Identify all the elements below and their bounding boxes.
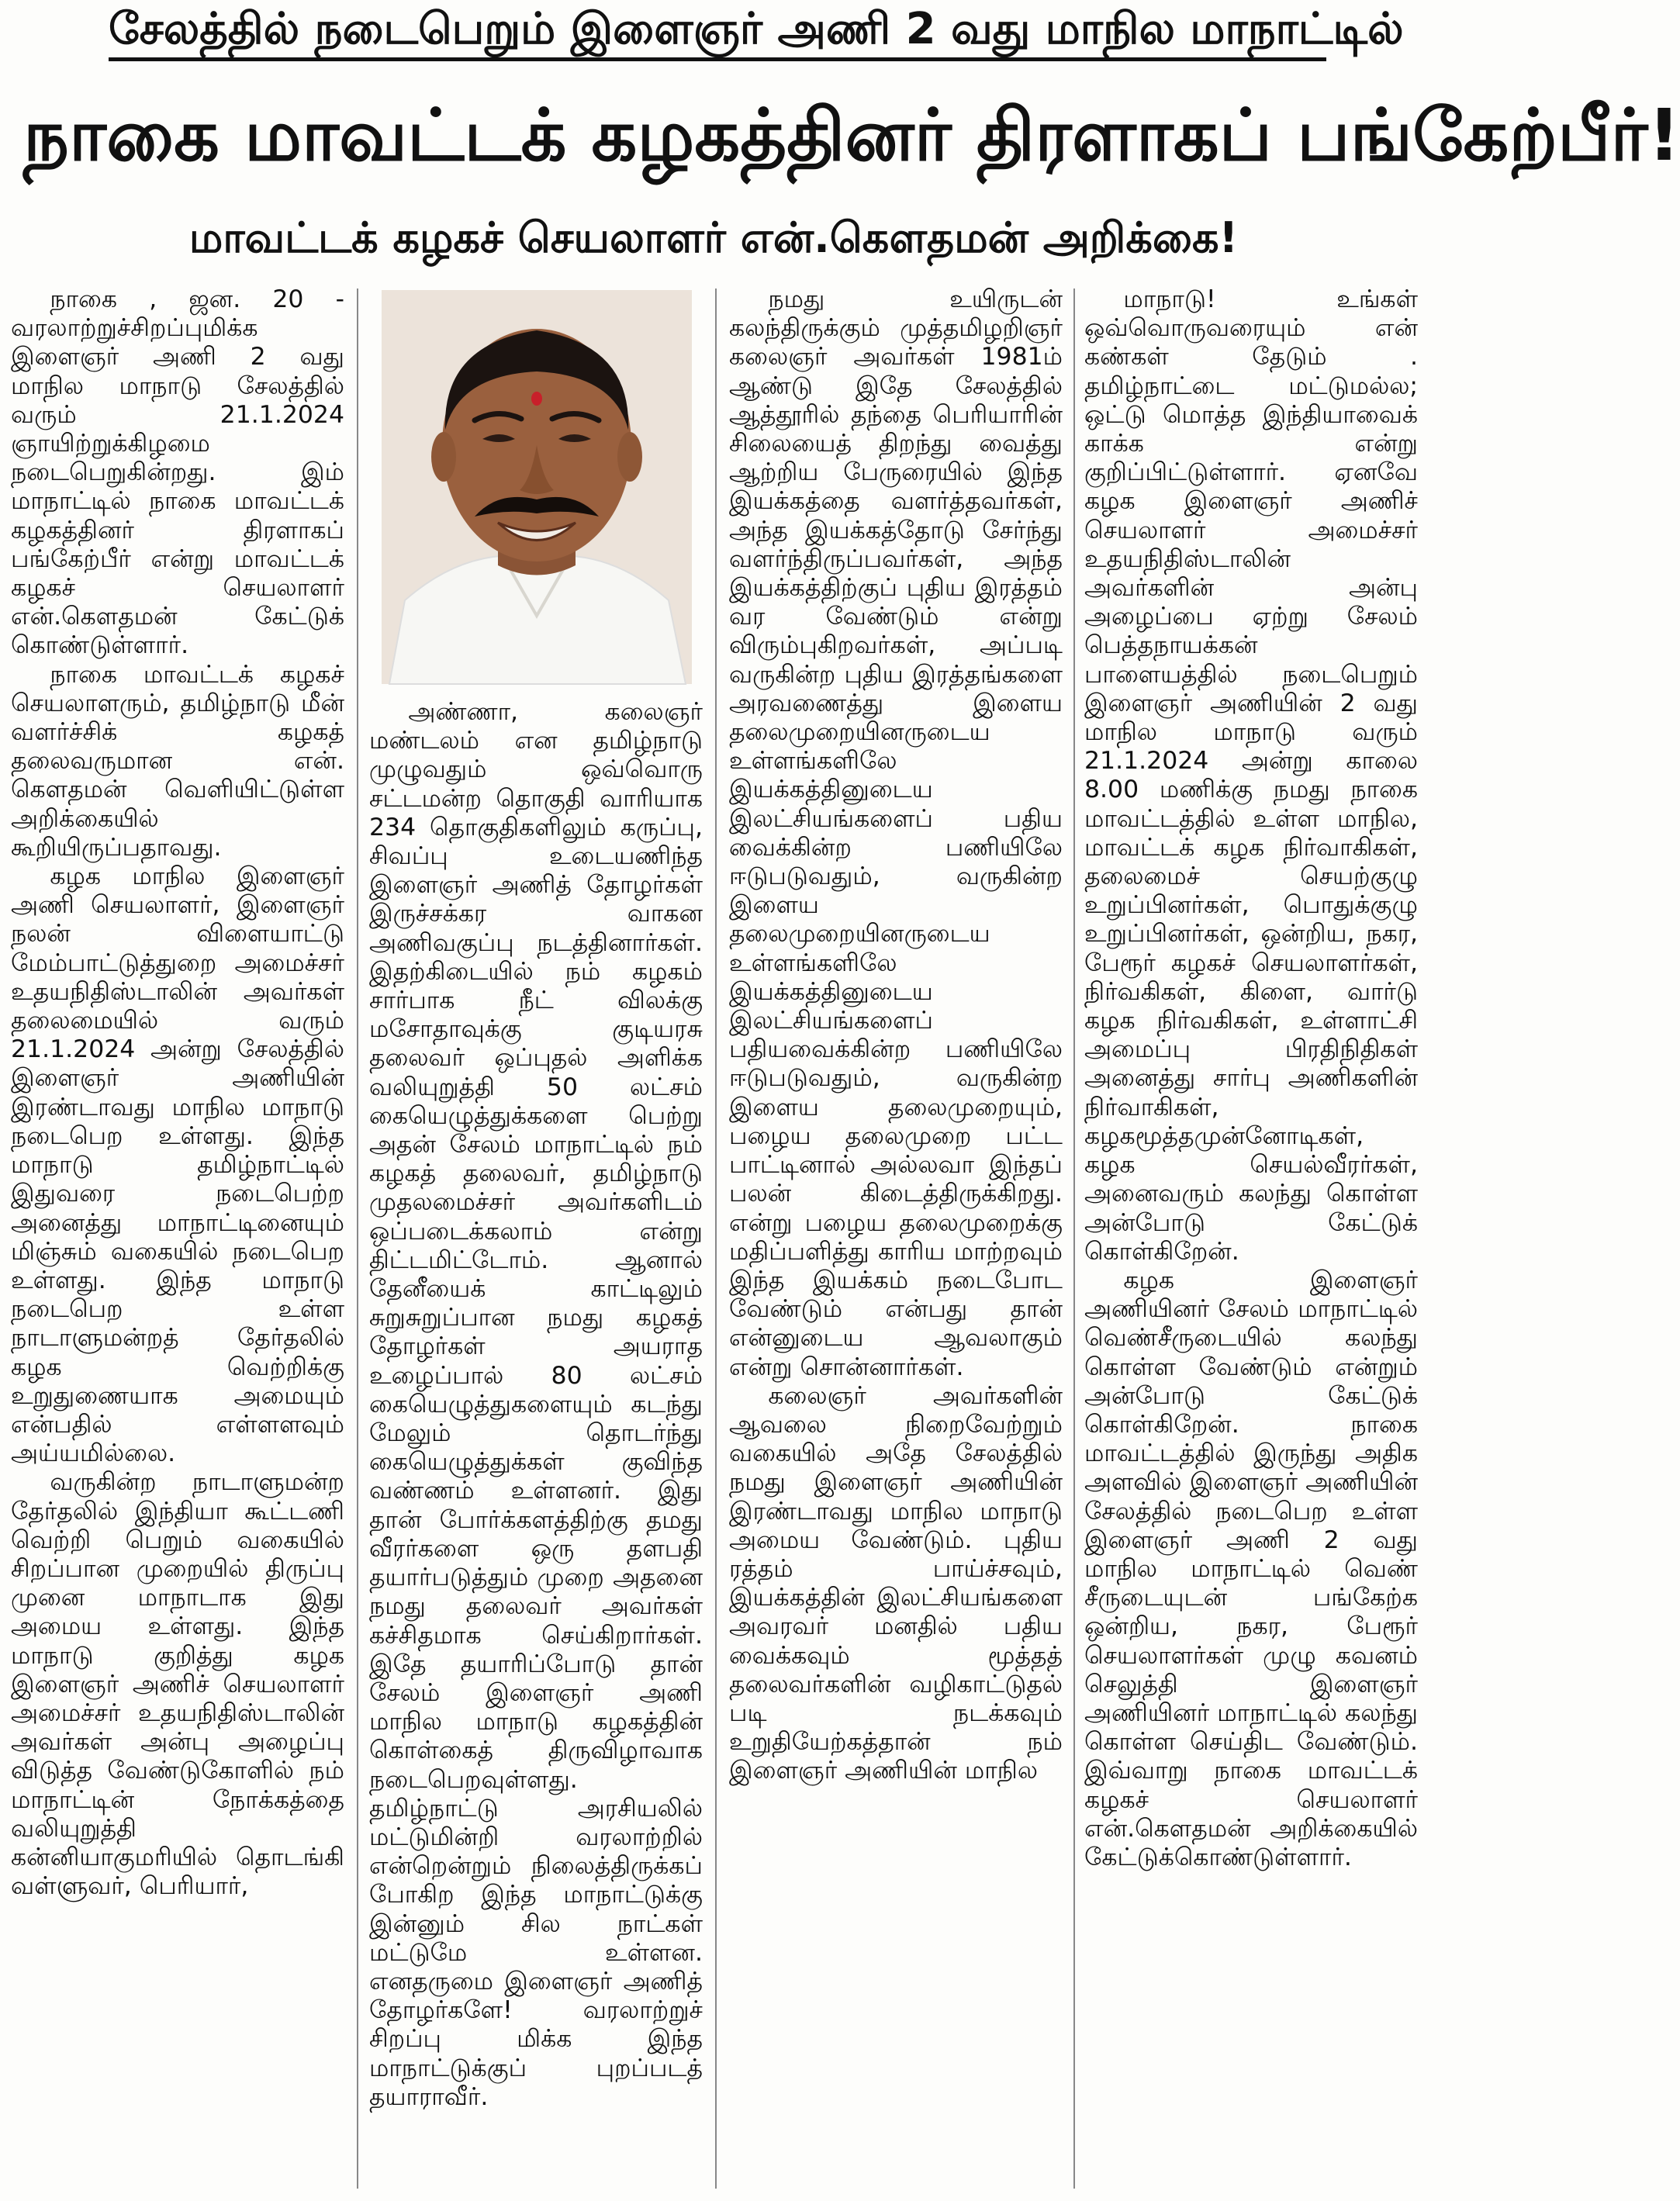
paragraph: அண்ணா, கலைஞர் மண்டலம் என தமிழ்நாடு முழுவதும் ஒவ்வொரு சட்டமன்ற தொகுதி வாரியாக 234 தொகுதிகளிலும் கருப்பு, சிவப்பு உடையணிந்த இளைஞர் அணித் தோழர்கள் இருச்சக்கர வாகன அணிவகுப்பு நடத்தினார்கள். இதற்கிடையில் நம் கழகம் சார்பாக நீட் விலக்கு மசோதாவுக்கு குடியரசு தலைவர் ஒப்புதல் அளிக்க வலியுறுத்தி 50 லட்சம் கையெழுத்துக்களை பெற்று அதன் சேலம் மாநாட்டில் நம் கழகத் தலைவர், தமிழ்நாடு முதலமைச்சர் அவர்களிடம் ஒப்படைக்கலாம் என்று திட்டமிட்டோம். ஆனால் தேனீயைக் காட்டிலும் சுறுசுறுப்பான நமது கழகத் தோழர்கள் அயராத உழைப்பால் 80 லட்சம் கையெழுத்துகளையும் கடந்து மேலும் தொடர்ந்து கையெழுத்துக்கள் குவிந்த வண்ணம் உள்ளனர். இது தான் போர்க்களத்திற்கு தமது வீரர்களை ஒரு தளபதி தயார்படுத்தும் முறை அதனை நமது தலைவர் அவர்கள் கச்சிதமாக செய்கிறார்கள். இதே தயாரிப்போடு தான் சேலம் இளைஞர் அணி மாநில மாநாடு கழகத்தின் கொள்கைத் திருவிழாவாக நடைபெறவுள்ளது. தமிழ்நாட்டு அரசியலில் மட்டுமின்றி வரலாற்றில் என்றென்றும் நிலைத்திருக்கப் போகிற இந்த மாநாட்டுக்கு இன்னும் சில நாட்கள் மட்டுமே உள்ளன. எனதருமை இளைஞர் அணித் தோழர்களே! வரலாற்றுச் சிறப்பு மிக்க இந்த மாநாட்டுக்குப் புறப்படத் தயாராவீர். [369, 698, 703, 2111]
paragraph: கலைஞர் அவர்களின் ஆவலை நிறைவேற்றும் வகையில் அதே சேலத்தில் நமது இளைஞர் அணியின் இரண்டாவது மாநில மாநாடு அமைய வேண்டும். புதிய ரத்தம் பாய்ச்சவும், இயக்கத்தின் இலட்சியங்களை அவரவர் மனதில் பதிய வைக்கவும் மூத்தத் தலைவர்களின் வழிகாட்டுதல் படி நடக்கவும் உறுதியேற்கத்தான் நம் இளைஞர் அணியின் மாநில [729, 1381, 1063, 1785]
paragraph: நாகை மாவட்டக் கழகச் செயலாளரும், தமிழ்நாடு மீன் வளர்ச்சிக் கழகத் தலைவருமான என். கௌதமன் வெளியிட்டுள்ள அறிக்கையில் கூறியிருப்பதாவது. [11, 660, 344, 862]
kicker-headline: சேலத்தில் நடைபெறும் இளைஞர் அணி 2 வது மாநில மாநாட்டில் [109, 2, 1326, 61]
portrait-illustration [382, 290, 692, 684]
paragraph: நாகை , ஜன. 20 - வரலாற்றுச்சிறப்புமிக்க இளைஞர் அணி 2 வது மாநில மாநாடு சேலத்தில் வரும் 21.1.2024 ஞாயிற்றுக்கிழமை நடைபெறுகின்றது. இம் மாநாட்டில் நாகை மாவட்டக் கழகத்தினர் திரளாகப் பங்கேற்பீர் என்று மாவட்டக் கழகச் செயலாளர் என்.கௌதமன் கேட்டுக் கொண்டுள்ளார். [11, 285, 344, 660]
paragraph: கழக மாநில இளைஞர் அணி செயலாளர், இளைஞர் நலன் விளையாட்டு மேம்பாட்டுத்துறை அமைச்சர் உதயநிதிஸ்டாலின் அவர்கள் தலைமையில் வரும் 21.1.2024 அன்று சேலத்தில் இளைஞர் அணியின் இரண்டாவது மாநில மாநாடு நடைபெற உள்ளது. இந்த மாநாடு தமிழ்நாட்டில் இதுவரை நடைபெற்ற அனைத்து மாநாட்டினையும் மிஞ்சும் வகையில் நடைபெற உள்ளது. இந்த மாநாடு நடைபெற உள்ள நாடாளுமன்றத் தேர்தலில் கழக வெற்றிக்கு உறுதுணையாக அமையும் என்பதில் எள்ளளவும் அய்யமில்லை. [11, 862, 344, 1468]
sub-headline: மாவட்டக் கழகச் செயலாளர் என்.கௌதமன் அறிக்கை! [188, 213, 1239, 262]
paragraph: வருகின்ற நாடாளுமன்ற தேர்தலில் இந்தியா கூட்டணி வெற்றி பெறும் வகையில் சிறப்பான முறையில் திருப்பு முனை மாநாடாக இது அமைய உள்ளது. இந்த மாநாடு குறித்து கழக இளைஞர் அணிச் செயலாளர் அமைச்சர் உதயநிதிஸ்டாலின் அவர்கள் அன்பு அழைப்பு விடுத்த வேண்டுகோளில் நம் மாநாட்டின் நோக்கத்தை வலியுறுத்தி கன்னியாகுமரியில் தொடங்கி வள்ளுவர், பெரியார், [11, 1468, 344, 1901]
portrait-photo [382, 290, 692, 684]
paragraph: மாநாடு! உங்கள் ஒவ்வொருவரையும் என் கண்கள் தேடும் . தமிழ்நாட்டை மட்டுமல்ல; ஒட்டு மொத்த இந்தியாவைக் காக்க என்று குறிப்பிட்டுள்ளார். ஏனவே கழக இளைஞர் அணிச் செயலாளர் அமைச்சர் உதயநிதிஸ்டாலின் அவர்களின் அன்பு அழைப்பை ஏற்று சேலம் பெத்தநாயக்கன் பாளையத்தில் நடைபெறும் இளைஞர் அணியின் 2 வது மாநில மாநாடு வரும் 21.1.2024 அன்று காலை 8.00 மணிக்கு நமது நாகை மாவட்டத்தில் உள்ள மாநில, மாவட்டக் கழக நிர்வாகிகள், தலைமைச் செயற்குழு உறுப்பினர்கள், பொதுக்குழு உறுப்பினர்கள், ஒன்றிய, நகர, பேரூர் கழகச் செயலாளர்கள், நிர்வகிகள், கிளை, வார்டு கழக நிர்வகிகள், உள்ளாட்சி அமைப்பு பிரதிநிதிகள் அனைத்து சார்பு அணிகளின் நிர்வாகிகள், கழகமூத்தமுன்னோடிகள், கழக செயல்வீரர்கள், அனைவரும் கலந்து கொள்ள அன்போடு கேட்டுக் கொள்கிறேன். [1084, 285, 1418, 1266]
paragraph: கழக இளைஞர் அணியினர் சேலம் மாநாட்டில் வெண்சீருடையில் கலந்து கொள்ள வேண்டும் என்றும் அன்போடு கேட்டுக் கொள்கிறேன். நாகை மாவட்டத்தில் இருந்து அதிக அளவில் இளைஞர் அணியின் சேலத்தில் நடைபெற உள்ள இளைஞர் அணி 2 வது மாநில மாநாட்டில் வெண் சீருடையுடன் பங்கேற்க ஒன்றிய, நகர, பேரூர் செயலாளர்கள் முழு கவனம் செலுத்தி இளைஞர் அணியினர் மாநாட்டில் கலந்து கொள்ள செய்திட வேண்டும். இவ்வாறு நாகை மாவட்டக் கழகச் செயலாளர் என்.கௌதமன் அறிக்கையில் கேட்டுக்கொண்டுள்ளார். [1084, 1266, 1418, 1871]
article-column-2 [369, 698, 703, 2191]
column-rule [715, 289, 717, 2189]
article-column-4 [1084, 285, 1418, 2189]
article-column-1 [11, 285, 344, 2189]
column-rule [357, 289, 358, 2189]
main-headline: நாகை மாவட்டக் கழகத்தினர் திரளாகப் பங்கேற்பீர்! [23, 94, 1680, 177]
column-rule [1073, 289, 1075, 2189]
article-column-3 [729, 285, 1063, 2189]
paragraph: நமது உயிருடன் கலந்திருக்கும் முத்தமிழறிஞர் கலைஞர் அவர்கள் 1981ம் ஆண்டு இதே சேலத்தில் ஆத்தூரில் தந்தை பெரியாரின் சிலையைத் திறந்து வைத்து ஆற்றிய பேருரையில் இந்த இயக்கத்தை வளர்த்தவர்கள், அந்த இயக்கத்தோடு சேர்ந்து வளர்ந்திருப்பவர்கள், அந்த இயக்கத்திற்குப் புதிய இரத்தம் வர வேண்டும் என்று விரும்புகிறவர்கள், அப்படி வருகின்ற புதிய இரத்தங்களை அரவணைத்து இளைய தலைமுறையினருடைய உள்ளங்களிலே இயக்கத்தினுடைய இலட்சியங்களைப் பதிய வைக்கின்ற பணியிலே ஈடுபடுவதும், வருகின்ற இளைய தலைமுறையினருடைய உள்ளங்களிலே இயக்கத்தினுடைய இலட்சியங்களைப் பதியவைக்கின்ற பணியிலே ஈடுபடுவதும், வருகின்ற இளைய தலைமுறையும், பழைய தலைமுறை பட்ட பாட்டினால் அல்லவா இந்தப் பலன் கிடைத்திருக்கிறது. என்று பழைய தலைமுறைக்கு மதிப்பளித்து காரிய மாற்றவும் இந்த இயக்கம் நடைபோட வேண்டும் என்பது தான் என்னுடைய ஆவலாகும் என்று சொன்னார்கள். [729, 285, 1063, 1381]
